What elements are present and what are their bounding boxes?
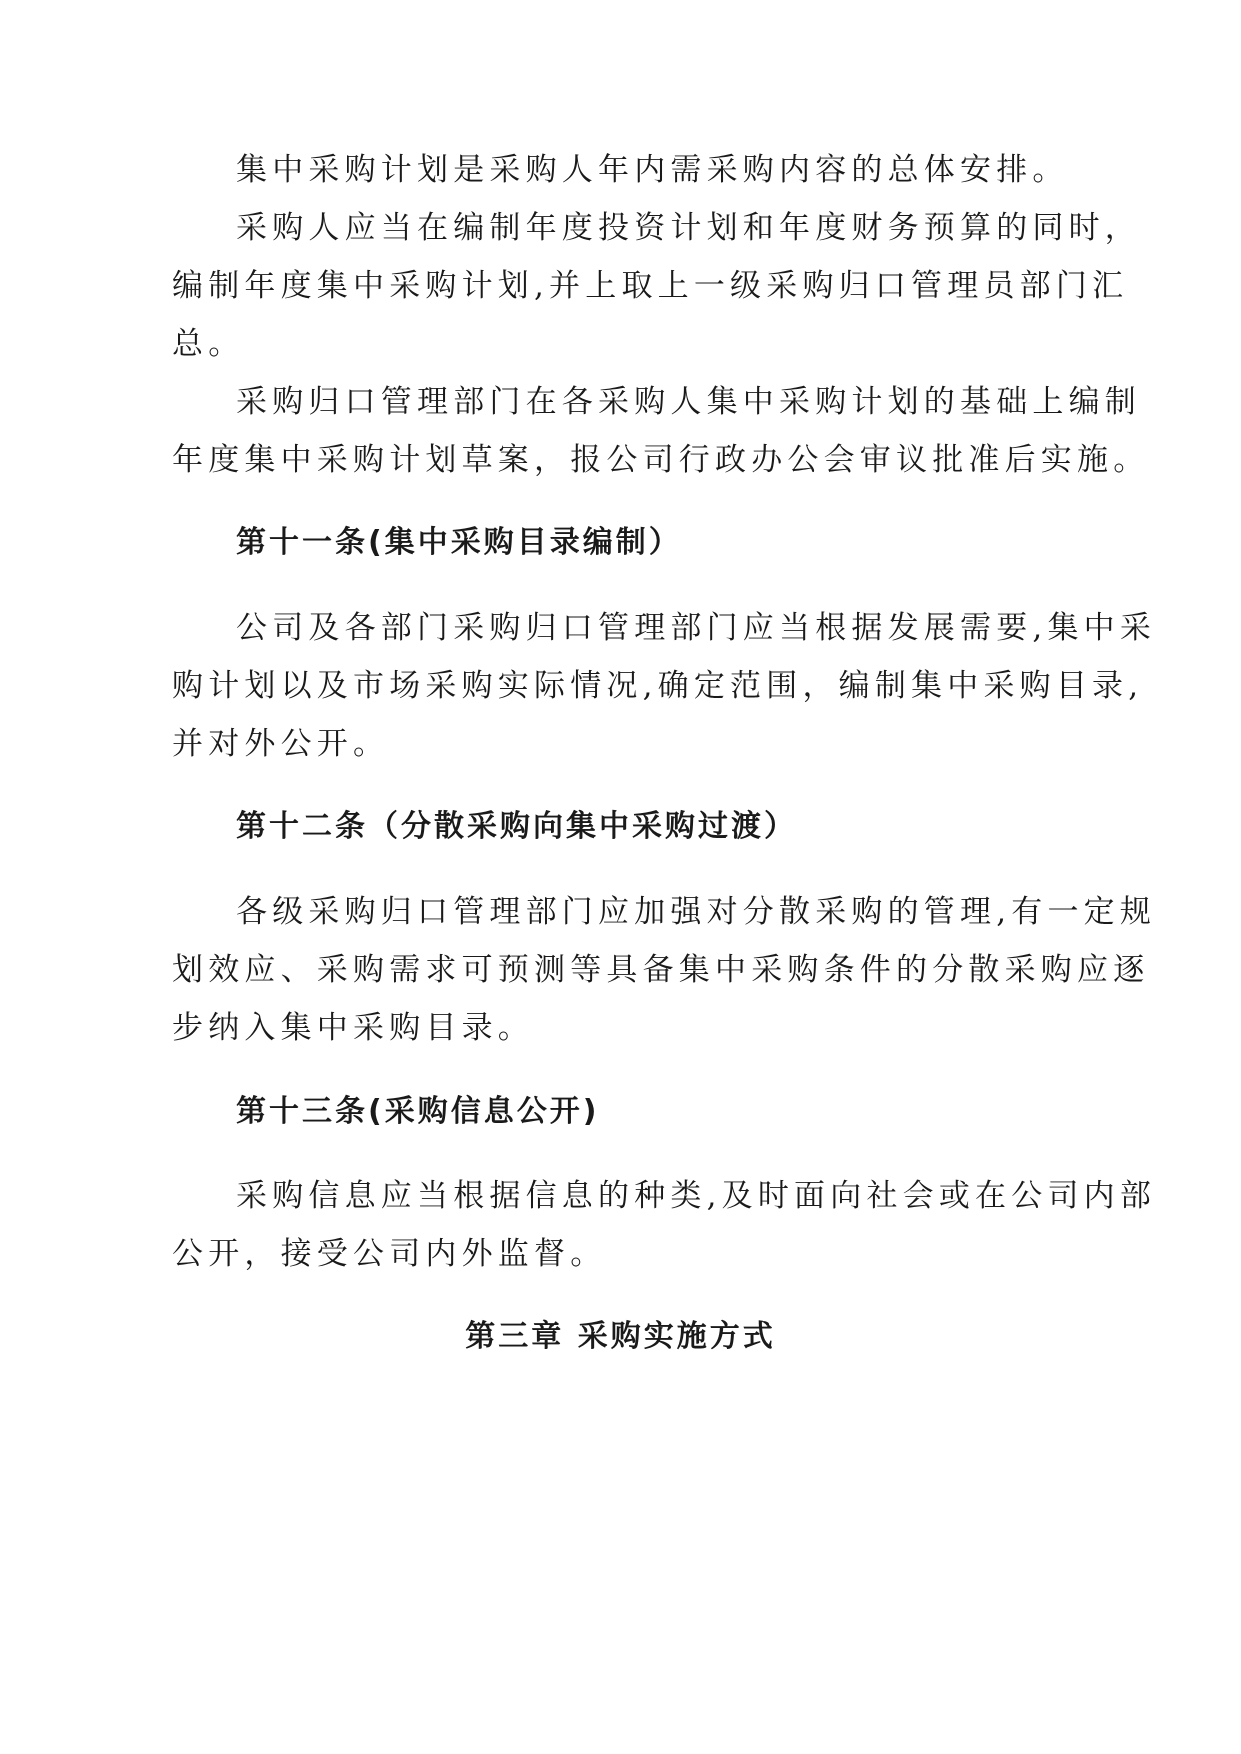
paragraph-2-line-2: 编制年度集中采购计划,并上取上一级采购归口管理员部门汇 [172,268,1129,304]
paragraph-6-line-2: 公开，接受公司内外监督。 [172,1236,607,1272]
paragraph-3-line-1: 采购归口管理部门在各采购人集中采购计划的基础上编制 [236,384,1141,420]
article-12-heading: 第十二条（分散采购向集中采购过渡） [236,809,797,844]
paragraph-6-line-1: 采购信息应当根据信息的种类,及时面向社会或在公司内部 [236,1178,1157,1214]
paragraph-2-line-3: 总。 [172,326,245,362]
article-13-heading: 第十三条(采购信息公开) [236,1094,600,1129]
paragraph-5-line-3: 步纳入集中采购目录。 [172,1010,534,1046]
paragraph-1-line-1: 集中采购计划是采购人年内需采购内容的总体安排。 [236,152,1069,188]
paragraph-2-line-1: 采购人应当在编制年度投资计划和年度财务预算的同时， [236,210,1141,246]
article-11-heading: 第十一条(集中采购目录编制） [236,525,682,560]
paragraph-4-line-3: 并对外公开。 [172,726,390,762]
paragraph-4-line-1: 公司及各部门采购归口管理部门应当根据发展需要,集中采 [236,610,1157,646]
paragraph-5-line-1: 各级采购归口管理部门应加强对分散采购的管理,有一定规 [236,894,1157,930]
paragraph-4-line-2: 购计划以及市场采购实际情况,确定范围，编制集中采购目录, [172,668,1144,704]
chapter-3-heading: 第三章 采购实施方式 [465,1319,776,1354]
paragraph-3-line-2: 年度集中采购计划草案，报公司行政办公会审议批准后实施。 [172,442,1150,478]
paragraph-5-line-2: 划效应、采购需求可预测等具备集中采购条件的分散采购应逐 [172,952,1150,988]
